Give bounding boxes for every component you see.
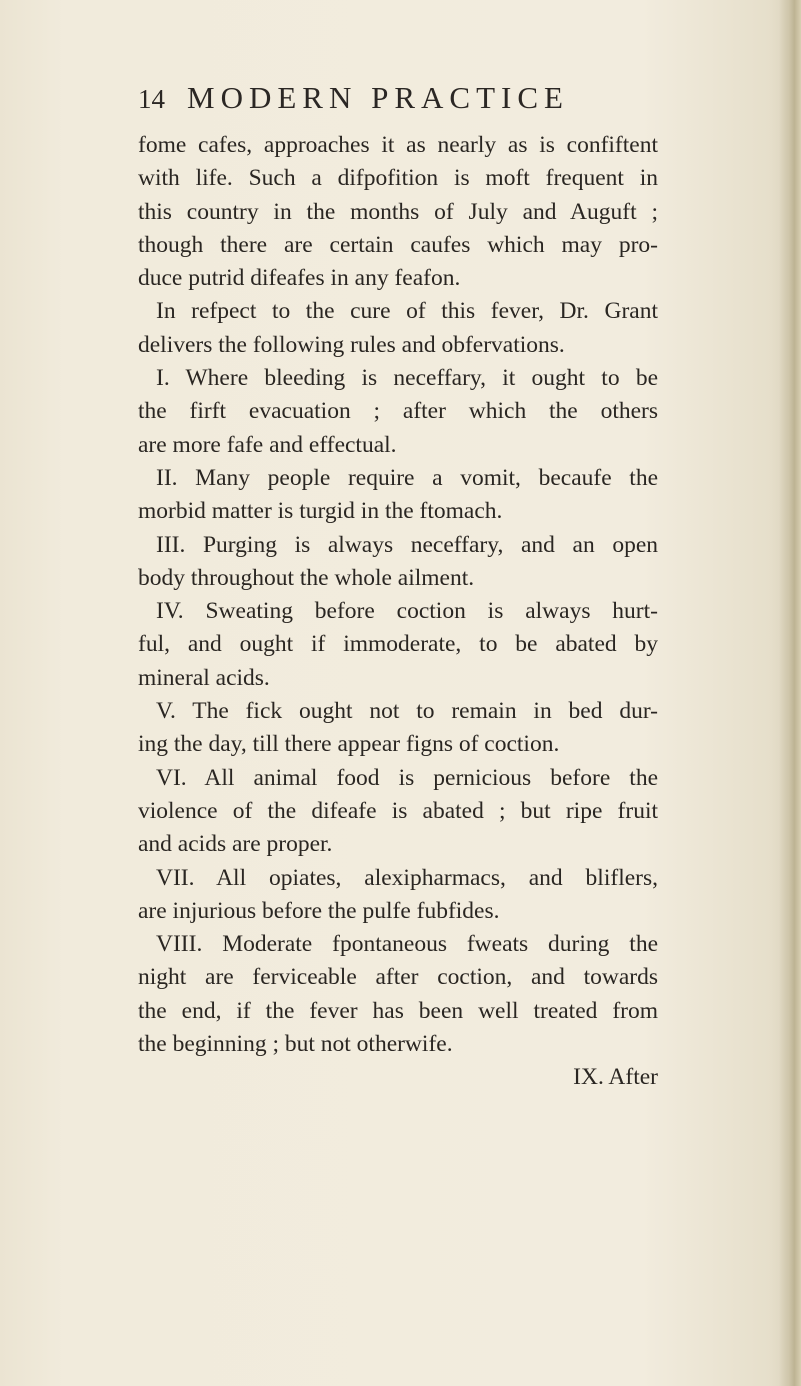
text-line: ful, and ought if immoderate, to be abated by bbox=[138, 631, 658, 658]
body-text bbox=[138, 129, 658, 1095]
text-line: this country in the months of July and Auguft ; bbox=[138, 198, 658, 225]
text-line: fome cafes, approaches it as nearly as is confiftent bbox=[138, 132, 658, 158]
page-number: 14 bbox=[138, 84, 165, 114]
text-line: V. The fick ought not to remain in bed dur- bbox=[156, 698, 658, 725]
text-line: the firft evacuation ; after which the others bbox=[138, 398, 658, 425]
text-line: delivers the following rules and obfervations. bbox=[138, 331, 565, 358]
running-head-title: MODERN PRACTICE bbox=[187, 80, 569, 115]
text-line: violence of the difeafe is abated ; but ripe fruit bbox=[138, 797, 658, 824]
text-line: duce putrid difeafes in any feafon. bbox=[138, 265, 461, 292]
text-line: and acids are proper. bbox=[138, 831, 333, 858]
text-line: IV. Sweating before coction is always hurt- bbox=[156, 598, 658, 625]
text-line: though there are certain caufes which may pro- bbox=[138, 231, 658, 258]
text-line: the beginning ; but not otherwife. bbox=[138, 1031, 453, 1058]
text-line: are more fafe and effectual. bbox=[138, 431, 397, 458]
text-line: are injurious before the pulfe fubfides. bbox=[138, 897, 500, 924]
running-head bbox=[138, 78, 658, 118]
text-line: In refpect to the cure of this fever, Dr. Grant bbox=[156, 298, 658, 325]
text-line: morbid matter is turgid in the ftomach. bbox=[138, 498, 503, 525]
text-line: night are ferviceable after coction, and towards bbox=[138, 964, 658, 991]
text-line: III. Purging is always neceffary, and an open bbox=[156, 531, 658, 558]
text-line: VII. All opiates, alexipharmacs, and bliflers, bbox=[156, 864, 658, 891]
text-line: the end, if the fever has been well treated from bbox=[138, 997, 658, 1024]
text-line: II. Many people require a vomit, becaufe the bbox=[156, 464, 658, 491]
text-line: VI. All animal food is pernicious before the bbox=[156, 764, 658, 791]
text-line: IX. After bbox=[573, 1064, 658, 1091]
text-line: body throughout the whole ailment. bbox=[138, 564, 475, 591]
text-line: ing the day, till there appear figns of coction. bbox=[138, 731, 560, 758]
text-line: mineral acids. bbox=[138, 664, 270, 691]
page-edge bbox=[779, 0, 801, 1386]
text-line: with life. Such a difpofition is moft frequent in bbox=[138, 165, 658, 192]
text-line: VIII. Moderate fpontaneous fweats during the bbox=[156, 931, 658, 958]
text-line: I. Where bleeding is neceffary, it ought to be bbox=[156, 365, 658, 392]
